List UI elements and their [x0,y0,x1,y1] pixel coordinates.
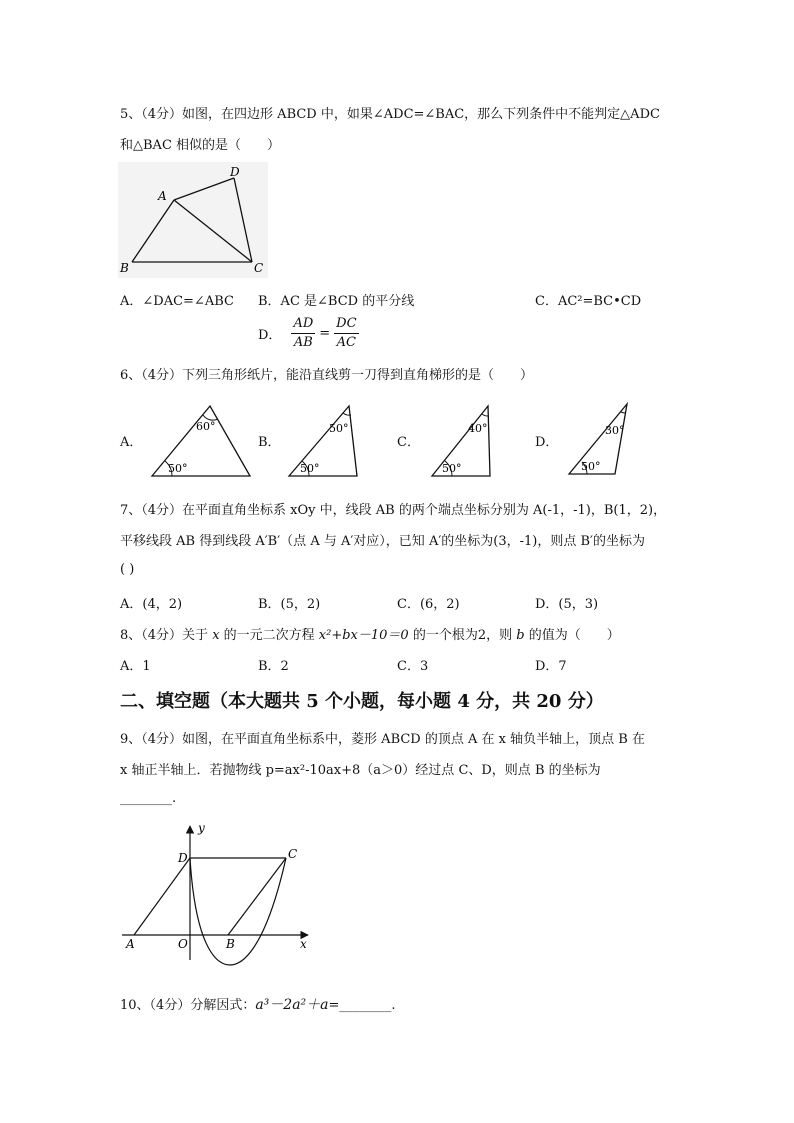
q5-edge-ad [174,178,234,200]
q6-d-top-angle: 30° [605,424,625,437]
q6-triangle-c [428,400,498,480]
q7-option-a[interactable]: A．(4，2) [120,597,183,612]
q5-label-d: D [230,165,240,179]
q5-edge-ab [132,200,174,262]
q9-label-d: D [178,851,188,865]
section-title-fill-in: 二、填空题（本大题共 5 个小题，每小题 4 分，共 20 分） [120,691,604,712]
q5-option-c[interactable]: C．AC²=BC•CD [535,294,642,309]
q8-var-x: x [212,628,220,643]
q9-text-line1: 9、（4分）如图，在平面直角坐标系中，菱形 ABCD 的顶点 A 在 x 轴负半轴上，顶点 B 在 [120,732,645,747]
q8-option-b[interactable]: B．2 [258,659,289,674]
q10-text-line1 [120,994,396,1014]
q8-mid1: 的一元二次方程 [219,628,319,643]
q7-text-line2: 平移线段 AB 得到线段 A′B′（点 A 与 A′对应），已知 A′的坐标为(3，-1)，则点 B′的坐标为 [120,534,645,549]
q5-fraction-ad-ab: $\frac{AD}{AB}$ [293,316,314,350]
q5-equals: = [319,325,331,341]
q5-option-d[interactable] [258,316,359,350]
q8-prefix: 8、（4分）关于 [120,628,213,643]
q9-figure [118,820,318,970]
q6-option-b-label[interactable]: B． [258,435,281,450]
q8-option-c[interactable]: C．3 [397,659,429,674]
q6-b-top-angle: 50° [329,422,349,435]
q7-option-c[interactable]: C．(6，2) [397,597,460,612]
q9-label-y: y [198,821,205,835]
q8-suffix: 的值为（ ） [524,628,620,643]
q6-d-bottom-angle: 50° [581,460,601,473]
q6-text-line1: 6、（4分）下列三角形纸片，能沿直线剪一刀得到直角梯形的是（ ） [120,368,534,383]
q9-parabola [190,858,286,965]
q6-option-c-label[interactable]: C． [397,435,420,450]
q9-label-x: x [300,937,307,951]
q6-c-bottom-angle: 50° [442,462,462,475]
q5-text-line1: 5、（4分）如图，在四边形 ABCD 中，如果∠ADC=∠BAC，那么下列条件中不能判定△ADC [120,107,660,122]
q8-option-a[interactable]: A．1 [120,659,151,674]
q6-b-bottom-angle: 50° [300,462,320,475]
q9-text-line2: x 轴正半轴上．若抛物线 p=ax²-10ax+8（a＞0）经过点 C、D，则点 B 的坐标为 [120,763,601,778]
q5-option-b[interactable]: B．AC 是∠BCD 的平分线 [258,294,415,309]
q9-edge-ad [134,858,190,935]
q7-option-b[interactable]: B．(5，2) [258,597,321,612]
q10-expression: a³－2a²＋a [255,997,329,1013]
q6-triangle-b [285,400,365,480]
q6-option-a-label[interactable]: A． [120,435,143,450]
q9-label-o: O [178,937,188,951]
q9-label-a: A [126,937,135,951]
q5-figure [118,162,268,278]
q9-label-c: C [288,847,298,861]
q8-var-b: b [516,628,525,643]
q5-option-d-label: D． [258,327,282,343]
q9-edge-bc [228,858,286,935]
q8-mid2: 的一个根为2，则 [408,628,517,643]
q10-prefix: 10、（4分）分解因式： [120,998,256,1013]
q5-text-line2: 和△BAC 相似的是（ ） [120,138,281,153]
q6-c-top-angle: 40° [468,422,488,435]
q6-triangle-d [565,400,635,480]
q5-option-a[interactable]: A．∠DAC=∠ABC [120,294,234,309]
q6-option-d-label[interactable]: D． [535,435,559,450]
q5-label-a: A [158,189,167,203]
q9-label-b: B [226,937,235,951]
q6-triangle-a [148,400,258,480]
q8-equation: x²+bx－10＝0 [318,628,409,643]
q5-fraction-dc-ac: $\frac{DC}{AC}$ [336,316,357,350]
q6-a-bottom-angle: 50° [168,462,188,475]
q9-answer-blank[interactable]: ________. [120,791,177,806]
q7-option-d[interactable]: D．(5，3) [535,597,599,612]
q5-label-b: B [120,261,129,275]
q8-text-line1 [120,624,620,643]
q6-a-top-angle: 60° [196,420,216,433]
q7-text-line3: ( ) [120,562,135,577]
q10-answer-blank[interactable]: =________. [328,998,396,1013]
q7-text-line1: 7、（4分）在平面直角坐标系 xOy 中，线段 AB 的两个端点坐标分别为 A(-1，-1)，B(1，2)， [120,503,667,518]
q5-label-c: C [254,261,264,275]
q8-option-d[interactable]: D．7 [535,659,567,674]
